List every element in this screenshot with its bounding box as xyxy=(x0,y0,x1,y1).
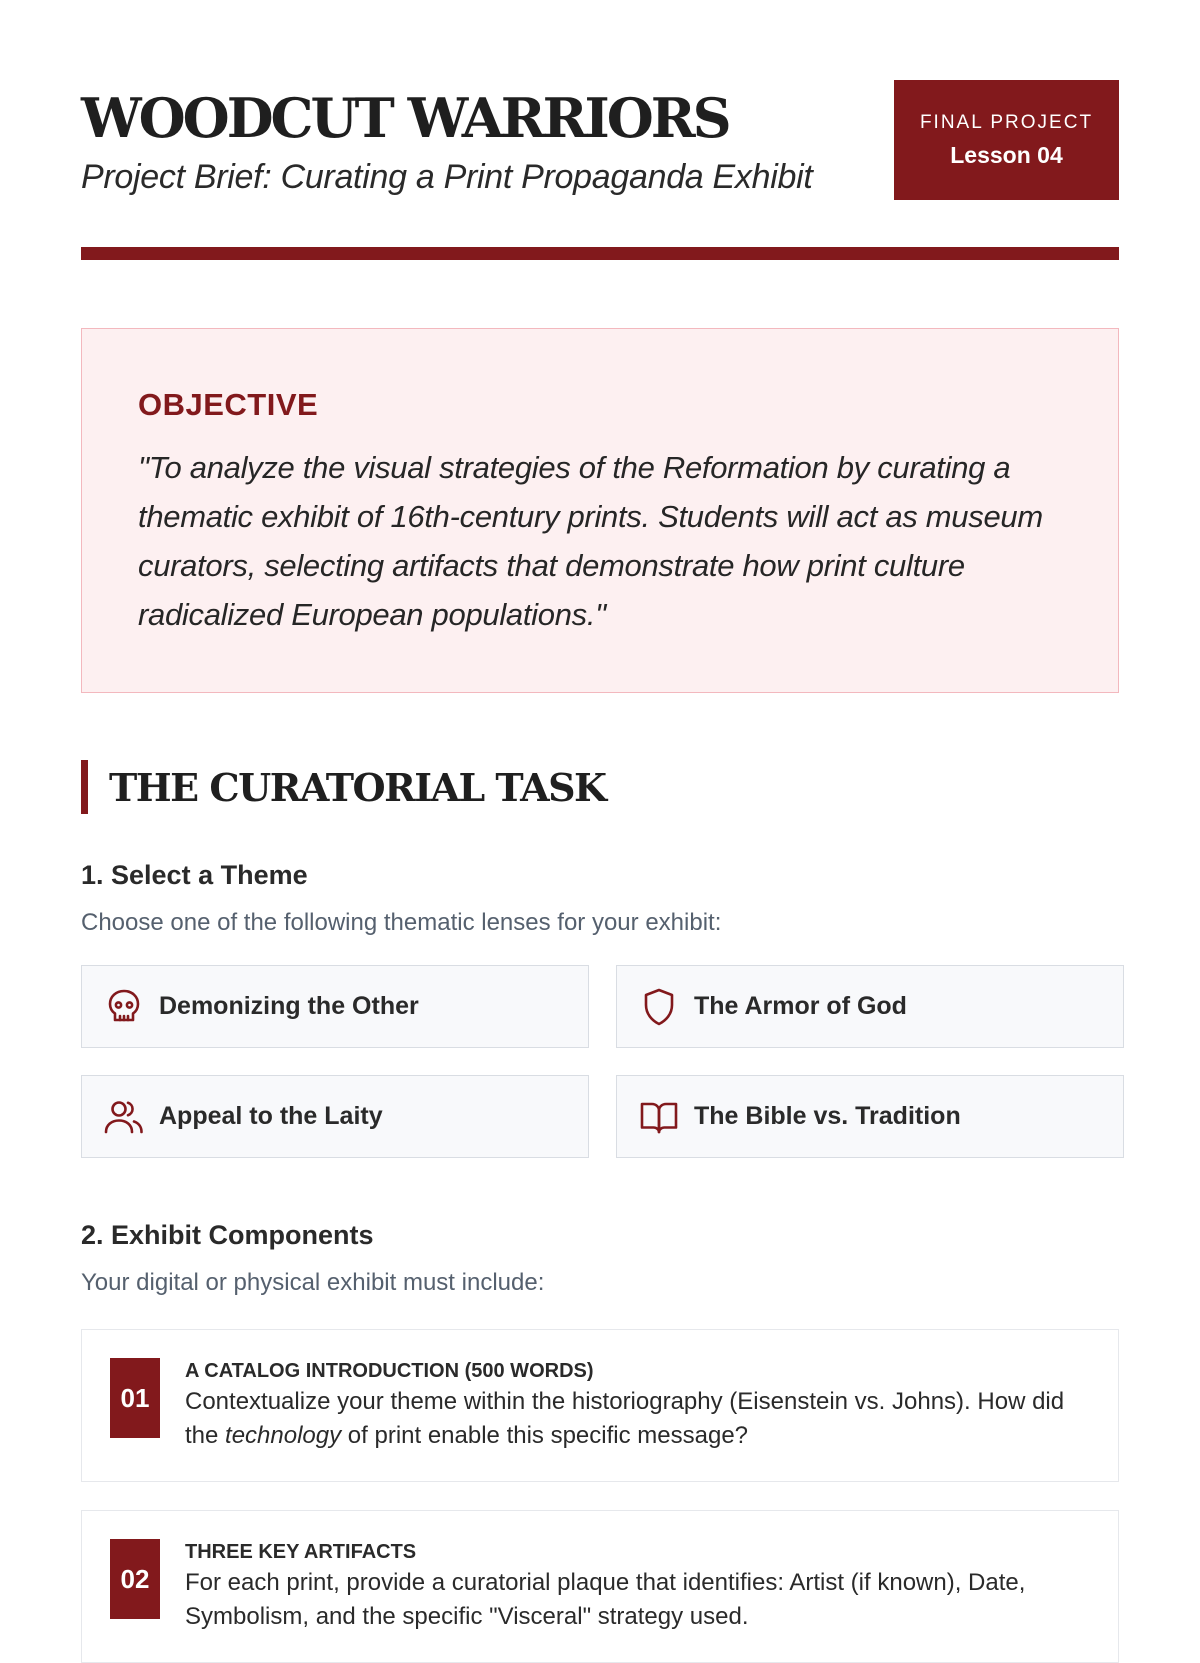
component-number: 01 xyxy=(110,1358,160,1438)
component-text: Contextualize your theme within the historiography (Eisenstein vs. Johns). How did the technology of print enable this specific message? xyxy=(185,1388,1065,1449)
book-icon xyxy=(639,1097,679,1137)
theme-label: Appeal to the Laity xyxy=(159,1102,383,1130)
step-description: Your digital or physical exhibit must include: xyxy=(81,1269,545,1296)
section-title: THE CURATORIAL TASK xyxy=(109,764,606,810)
theme-option-bible[interactable] xyxy=(616,1075,1124,1158)
step-select-theme xyxy=(81,860,1119,1158)
step-title: 2. Exhibit Components xyxy=(81,1220,374,1250)
shield-icon xyxy=(639,987,679,1027)
page-subtitle: Project Brief: Curating a Print Propaganda Exhibit xyxy=(81,158,813,196)
step-exhibit-components xyxy=(81,1220,1119,1663)
header-divider xyxy=(81,247,1119,260)
theme-option-armor[interactable] xyxy=(616,965,1124,1048)
section-accent-bar xyxy=(81,760,88,814)
page-title: WOODCUT WARRIORS xyxy=(81,86,729,150)
component-body xyxy=(185,1539,1090,1634)
theme-label: The Armor of God xyxy=(694,992,907,1020)
component-card xyxy=(81,1329,1119,1482)
component-text: For each print, provide a curatorial plaque that identifies: Artist (if known), Date, Symbolism, and the specific "Visceral" strategy used. xyxy=(185,1569,1026,1630)
badge-label: FINAL PROJECT xyxy=(919,111,1094,133)
step-description: Choose one of the following thematic lenses for your exhibit: xyxy=(81,909,722,936)
badge-lesson: Lesson 04 xyxy=(950,141,1063,168)
component-body xyxy=(185,1358,1090,1453)
component-title: A CATALOG INTRODUCTION (500 WORDS) xyxy=(185,1360,594,1382)
theme-option-demonizing[interactable] xyxy=(81,965,589,1048)
objective-box xyxy=(81,328,1119,693)
component-list xyxy=(81,1329,1119,1663)
component-number: 02 xyxy=(110,1539,160,1619)
section-header xyxy=(81,760,1119,814)
page-header xyxy=(81,0,1119,262)
step-title: 1. Select a Theme xyxy=(81,860,308,890)
theme-option-laity[interactable] xyxy=(81,1075,589,1158)
theme-label: Demonizing the Other xyxy=(159,992,419,1020)
theme-grid xyxy=(81,965,1119,1158)
lesson-badge xyxy=(894,80,1119,200)
component-card xyxy=(81,1510,1119,1663)
users-icon xyxy=(104,1097,144,1137)
objective-label: OBJECTIVE xyxy=(138,387,319,422)
component-title: THREE KEY ARTIFACTS xyxy=(185,1541,417,1563)
theme-label: The Bible vs. Tradition xyxy=(694,1102,961,1130)
objective-text: "To analyze the visual strategies of the Reformation by curating a thematic exhibit of 16th-century prints. Students will act as museum curators, selecting artifacts that demonstrate how print culture radicalized European populations." xyxy=(138,450,1043,632)
skull-icon xyxy=(104,987,144,1027)
